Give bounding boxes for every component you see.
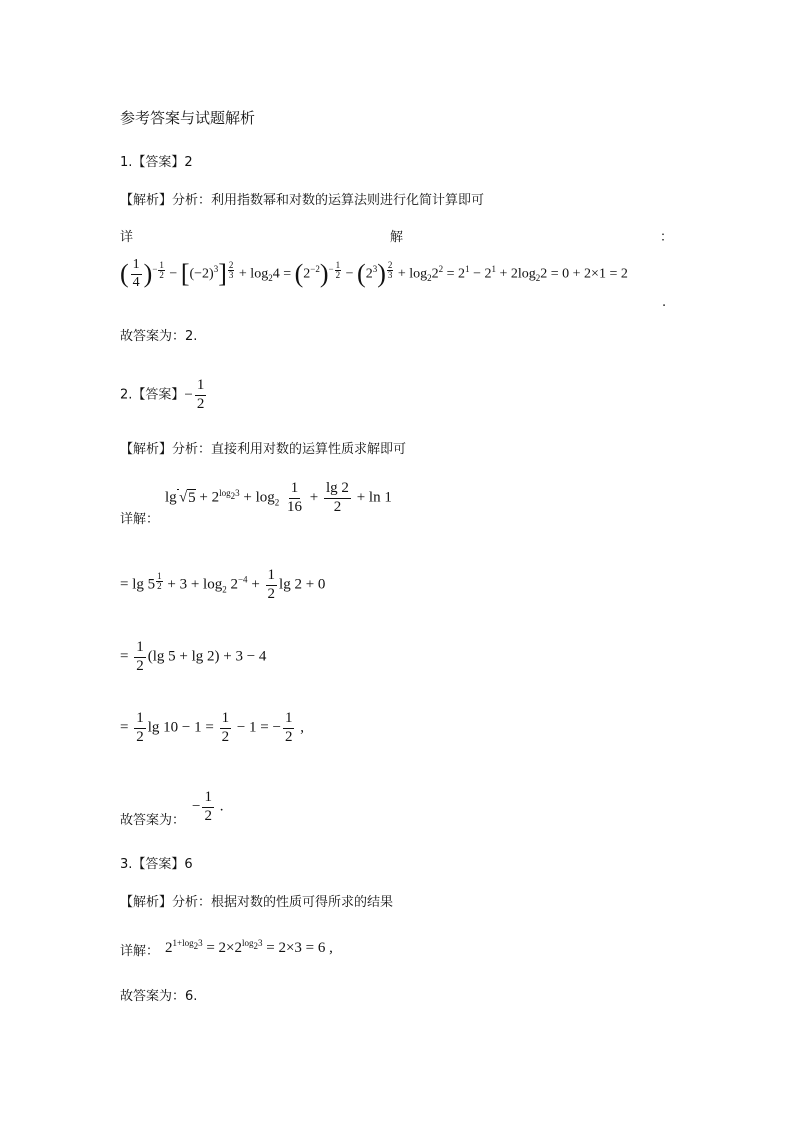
page-title: 参考答案与试题解析 (120, 109, 256, 127)
q1-answer: 1.【答案】2 (120, 155, 193, 170)
q1-detail-char-2: 解 (390, 230, 404, 245)
q2-step-4: = $\frac{1}{2}$ lg 10 − 1 = $\frac{1}{2}$ − 1 = − $\frac{1}{2}$ , (120, 710, 304, 745)
q1-equation: ( $\frac{1}{4}$ )$^{- \frac{1}{2}}$ − $[(-2)^3]$ $^{\frac{2}{3}}$ + $\log_24 = (2^{-2})^{- \frac{1}{2}}$ − $(2^3)$ $^{\frac{2}{3}}$ + $\log_22^2 = 2^1 - 2^1 + 2\log_22 = 0 + 2\times 1 = 2$ (120, 257, 628, 290)
q2-analysis: 【解析】分析：直接利用对数的运算性质求解即可 (120, 442, 407, 457)
q1-period: . (662, 295, 667, 310)
q2-answer-value: − $\frac{1}{2}$ (184, 377, 205, 412)
q1-detail-colon: ： (660, 230, 674, 245)
q3-detail-label: 详解： (120, 944, 160, 959)
q1-conclusion: 故答案为：2. (120, 329, 198, 344)
q2-step-2: = lg 5 $^{\frac{1}{2}}$ + $3 + \log_2 2^{-4}$ + $\frac{1}{2}$ lg 2 + 0 (120, 567, 326, 602)
q1-detail-char-1: 详 (120, 230, 134, 245)
q2-answer-label: 2.【答案】 (120, 387, 185, 403)
q2-step-1: lg $√5 + 2^{log_23} + \log_2$ $\frac{1}{16}$ + $\frac{\lg 2}{2}$ + ln 1 (165, 480, 392, 515)
q3-conclusion: 故答案为：6. (120, 989, 198, 1004)
q3-equation: $2^{1+log_23} = 2\times 2^{log_23} = 2\times 3 = 6$ , (165, 938, 333, 956)
q1-analysis: 【解析】分析：利用指数幂和对数的运算法则进行化简计算即可 (120, 193, 485, 208)
q2-conclusion-value: − $\frac{1}{2}$ . (192, 789, 224, 824)
q2-conclusion-label: 故答案为： (120, 813, 186, 828)
q2-step-3: = $\frac{1}{2}$ (lg 5 + lg 2) + 3 − 4 (120, 639, 267, 674)
q2-detail-label: 详解： (120, 512, 160, 527)
q2-answer (120, 378, 208, 413)
q3-answer: 3.【答案】6 (120, 857, 193, 872)
q3-analysis: 【解析】分析：根据对数的性质可得所求的结果 (120, 895, 394, 910)
